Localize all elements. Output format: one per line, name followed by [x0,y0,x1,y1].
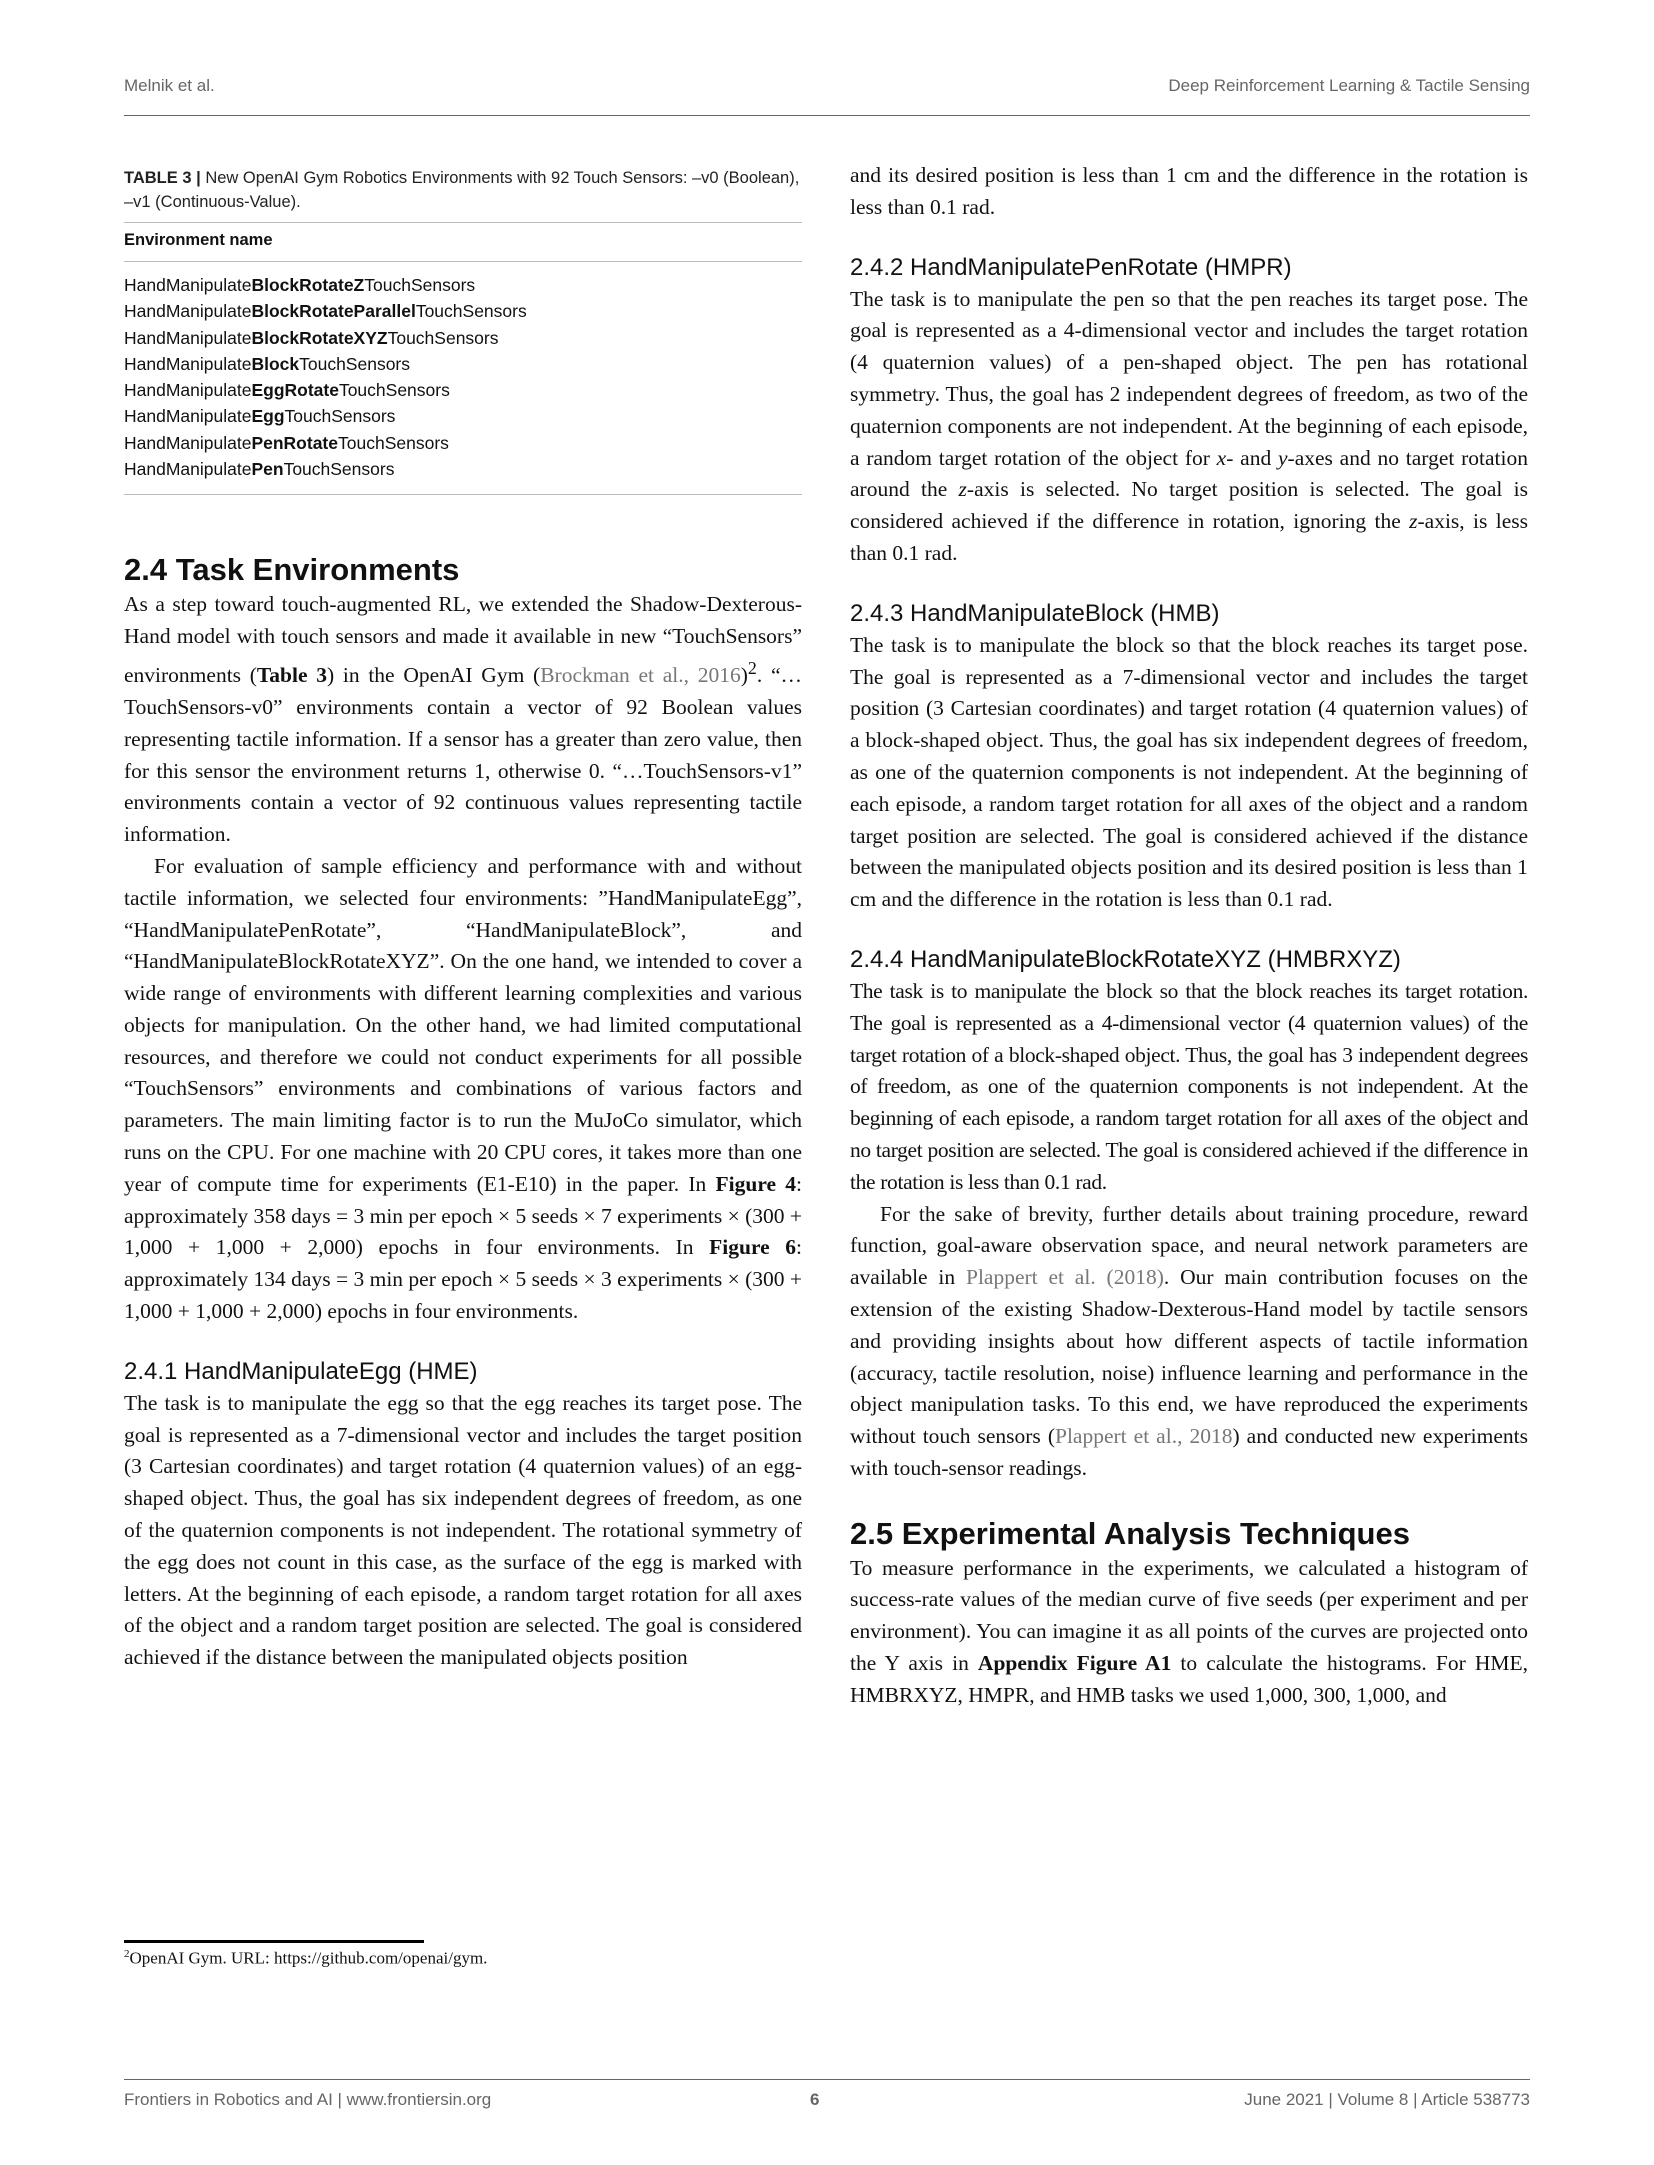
table-reference-link[interactable]: Table 3 [256,663,327,688]
env-prefix: HandManipulate [124,432,252,453]
footer-issue: June 2021 | Volume 8 | Article 538773 [1244,2090,1530,2109]
table-row [124,298,802,324]
text: ) [740,663,748,688]
text: -axes and no target rotation around the [850,445,1528,502]
env-prefix: HandManipulate [124,380,252,401]
paragraph [850,1199,1528,1485]
running-head-title: Deep Reinforcement Learning & Tactile Sensing [1168,76,1530,95]
page-number: 6 [810,2090,820,2109]
env-prefix: HandManipulate [124,406,252,427]
env-suffix: TouchSensors [299,353,411,374]
text: ) in the OpenAI Gym ( [327,663,541,688]
paragraph [124,851,802,1328]
env-prefix: HandManipulate [124,327,252,348]
env-key: BlockRotateXYZ [251,327,388,348]
text: . Our main contribution focuses on the extension of the existing Shadow-Dexterous-Hand model by tactile sensors and providing insights about how different aspects of tactile information (accuracy, tactile resolution, noise) influence learning and performance in the object manipulation tasks. To this end, we have reproduced the experiments without touch sensors ( [850,1265,1528,1449]
env-key: BlockRotateZ [251,275,365,295]
paragraph: The task is to manipulate the egg so that the egg reaches its target pose. The goal is represented as a 7-dimensional vector and includes the target position (3 Cartesian coordinates) and target rotation (4 quaternion values) of an egg-shaped object. Thus, the goal has six independent degrees of freedom, as one of the quaternion components is not independent. The rotational symmetry of the egg does not count in this case, as the surface of the egg is marked with letters. At the beginning of each episode, a random target rotation for all axes of the object and a random target position are selected. The goal is considered achieved if the distance between the manipulated objects position [124,1390,802,1670]
subsection-heading-2-4-3: 2.4.3 HandManipulateBlock (HMB) [850,599,1220,627]
subsection-heading-2-4-4: 2.4.4 HandManipulateBlockRotateXYZ (HMBRXYZ) [850,945,1401,973]
table-label: TABLE 3 | [124,169,201,187]
footnote-text: OpenAI Gym. URL: https://github.com/openai/gym. [129,1948,488,1968]
env-key: Egg [251,406,285,427]
paragraph [850,284,1528,570]
text: : approximately 134 days = 3 min per epoch × 5 seeds × 3 experiments × (300 + 1,000 + 1,000 + 2,000) epochs in four environments. [124,1235,803,1324]
footnote-marker[interactable]: 2 [747,657,757,678]
env-prefix: HandManipulate [124,353,252,374]
text: The task is to manipulate the pen so that the pen reaches its target pose. The goal is represented as a 4-dimensional vector and includes the target rotation (4 quaternion values) of a pen-shaped object. The pen has rotational symmetry. Thus, the goal has 2 independent degrees of freedom, as two of the quaternion components are not independent. At the beginning of each episode, a random target rotation of the object for [850,286,1528,470]
env-suffix: TouchSensors [338,380,450,401]
citation-link[interactable]: Plappert et al., 2018 [1054,1424,1233,1449]
footnote-rule [124,1940,424,1943]
table-row [124,456,802,482]
citation-link[interactable]: Plappert et al. (2018) [965,1265,1164,1290]
table-row [124,403,802,429]
text: To measure performance in the experiments, we calculated a histogram of success-rate values of the median curve of five seeds (per experiment and per environment). You can imagine it as all points of the curves are projected onto the Y axis in [850,1555,1528,1676]
footnote-number: 2 [124,1948,130,1960]
figure-reference-link[interactable]: Figure 4 [715,1171,797,1196]
footer-rule [124,2079,1530,2080]
env-key: BlockRotateParallel [251,301,416,322]
footer-journal: Frontiers in Robotics and AI | www.frontiersin.org [124,2090,492,2109]
subsection-heading-2-4-2: 2.4.2 HandManipulatePenRotate (HMPR) [850,253,1292,281]
env-suffix: TouchSensors [283,459,395,480]
footnote [124,1948,487,1969]
paragraph: The task is to manipulate the block so that the block reaches its target pose. The goal is represented as a 7-dimensional vector and includes the target position (3 Cartesian coordinates) and target rotation (4 quaternion values) of a block-shaped object. Thus, the goal has six independent degrees of freedom, as one of the quaternion components is not independent. At the beginning of each episode, a random target rotation for all axes of the object and a random target position are selected. The goal is considered achieved if the distance between the manipulated objects position and its desired position is less than 1 cm and the difference in the rotation is less than 0.1 rad. [850,632,1528,912]
text: . “…TouchSensors-v0” environments contain a vector of 92 Boolean values representing tactile information. If a sensor has a greater than zero value, then for this sensor the environment returns 1, otherwise 0. “…TouchSensors-v1” environments contain a vector of 92 continuous values representing tactile information. [124,663,803,847]
env-prefix: HandManipulate [124,301,252,322]
env-suffix: TouchSensors [415,301,527,322]
text: As a step toward touch-augmented RL, we extended the Shadow-Dexterous-Hand model with touch sensors and made it available in new “TouchSensors” environments ( [124,592,802,688]
table-row [124,430,802,456]
text: to calculate the histograms. For HME, HMBRXYZ, HMPR, and HMB tasks we used 1,000, 300, 1,000, and [850,1651,1528,1707]
paragraph: The task is to manipulate the block so that the block reaches its target rotation. The goal is represented as a 4-dimensional vector (4 quaternion values) of the target rotation of a block-shaped object. Thus, the goal has 3 independent degrees of freedom, as one of the quaternion components is not independent. At the beginning of each episode, a random target rotation for all axes of the object and no target position are selected. The goal is considered achieved if the difference in the rotation is less than 0.1 rad. [850,978,1528,1194]
paragraph [124,589,802,851]
text: For the sake of brevity, further details about training procedure, reward function, goal-aware observation space, and neural network parameters are available in [850,1201,1528,1290]
text: : approximately 358 days = 3 min per epoch × 5 seeds × 7 experiments × (300 + 1,000 + 1,000 + 2,000) epochs in four environments. In [124,1171,803,1260]
table-row [124,272,802,298]
text: -axis is selected. No target position is selected. The goal is considered achieved if the difference in rotation, ignoring the [850,477,1528,534]
table-caption [124,166,802,214]
citation-link[interactable]: Brockman et al., 2016 [540,663,741,688]
header-rule [124,115,1530,116]
text: ) and conducted new experiments with touch-sensor readings. [850,1424,1528,1480]
text: -axis, is less than 0.1 rad. [850,509,1529,565]
figure-reference-link[interactable]: Figure 6 [709,1235,797,1260]
math-var: x [1216,445,1227,470]
table-row [124,351,802,377]
subsection-heading-2-4-1: 2.4.1 HandManipulateEgg (HME) [124,1357,478,1385]
env-key: Pen [251,459,284,480]
env-suffix: TouchSensors [338,432,449,453]
env-suffix: TouchSensors [364,275,476,295]
left-column [124,160,802,1674]
text: - and [1226,445,1278,470]
right-column [850,160,1528,1712]
text: For evaluation of sample efficiency and performance with and without tactile information, we selected four environments: ”HandManipulateEgg”, “HandManipulatePenRotate”, “HandManipulateBlock”, and “HandManipulateBlockRotateXYZ”. On the one hand, we intended to cover a wide range of environments with different learning complexities and various objects for manipulation. On the other hand, we had limited computational resources, and therefore we could not conduct experiments for all possible “TouchSensors” environments and combinations of various factors and parameters. The main limiting factor is to run the MuJoCo simulator, which runs on the CPU. For one machine with 20 CPU cores, it takes more than one year of compute time for experiments (E1-E10) in the paper. In [124,853,802,1196]
env-suffix: TouchSensors [284,406,396,427]
table-body [124,262,802,494]
math-var: z [958,477,967,502]
section-heading-2-5: 2.5 Experimental Analysis Techniques [850,1515,1410,1551]
env-prefix: HandManipulate [124,459,252,480]
env-suffix: TouchSensors [387,327,499,348]
table-row [124,377,802,403]
math-var: y [1277,445,1288,470]
section-heading-2-4: 2.4 Task Environments [124,552,460,588]
table-bottom-rule [124,494,802,495]
paragraph [850,1553,1528,1712]
table-column-header: Environment name [124,231,273,249]
math-var: z [1409,509,1418,534]
table-row [124,325,802,351]
table-caption-text: New OpenAI Gym Robotics Environments with 92 Touch Sensors: –v0 (Boolean), –v1 (Continuous-Value). [124,169,800,211]
running-head-authors: Melnik et al. [124,76,215,95]
env-key: EggRotate [251,380,339,401]
appendix-figure-reference-link[interactable]: Appendix Figure A1 [977,1651,1172,1676]
env-key: Block [251,353,300,374]
env-prefix: HandManipulate [124,275,252,295]
env-key: PenRotate [251,432,338,453]
paragraph: and its desired position is less than 1 cm and the difference in the rotation is less than 0.1 rad. [850,163,1528,219]
